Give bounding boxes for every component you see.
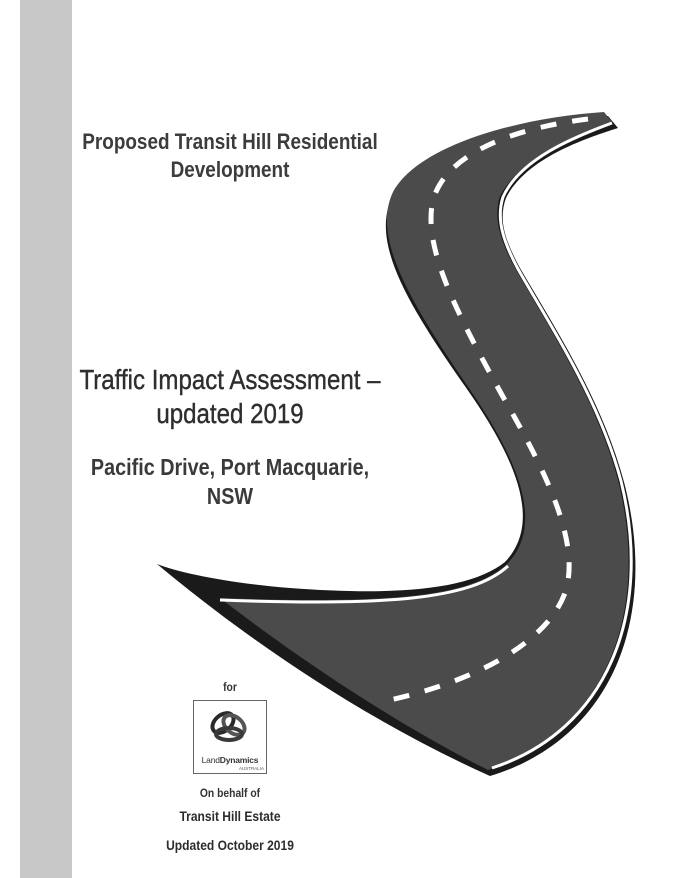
knot-logo-icon xyxy=(194,701,266,755)
for-label: for xyxy=(223,680,237,694)
project-title-line1: Proposed Transit Hill Residential xyxy=(82,129,378,154)
logo-sub-text: AUSTRALIA xyxy=(238,766,264,771)
report-title xyxy=(67,363,394,431)
logo-brand-part1: Land xyxy=(201,755,220,765)
client-name: Transit Hill Estate xyxy=(179,808,281,824)
location-line2: NSW xyxy=(206,483,254,509)
report-title-line1: Traffic Impact Assessment – xyxy=(79,364,381,395)
behalf-label: On behalf of xyxy=(199,786,261,800)
logo-brand-part2: Dynamics xyxy=(219,755,259,765)
location-line1: Pacific Drive, Port Macquarie, xyxy=(90,454,370,480)
landdynamics-logo xyxy=(193,700,267,774)
location xyxy=(67,453,394,511)
project-title xyxy=(67,128,394,184)
report-title-line2: updated 2019 xyxy=(156,398,304,429)
logo-brand-text xyxy=(194,755,266,765)
road-surface xyxy=(220,112,629,770)
project-title-line2: Development xyxy=(170,157,290,182)
update-date: Updated October 2019 xyxy=(166,837,294,853)
